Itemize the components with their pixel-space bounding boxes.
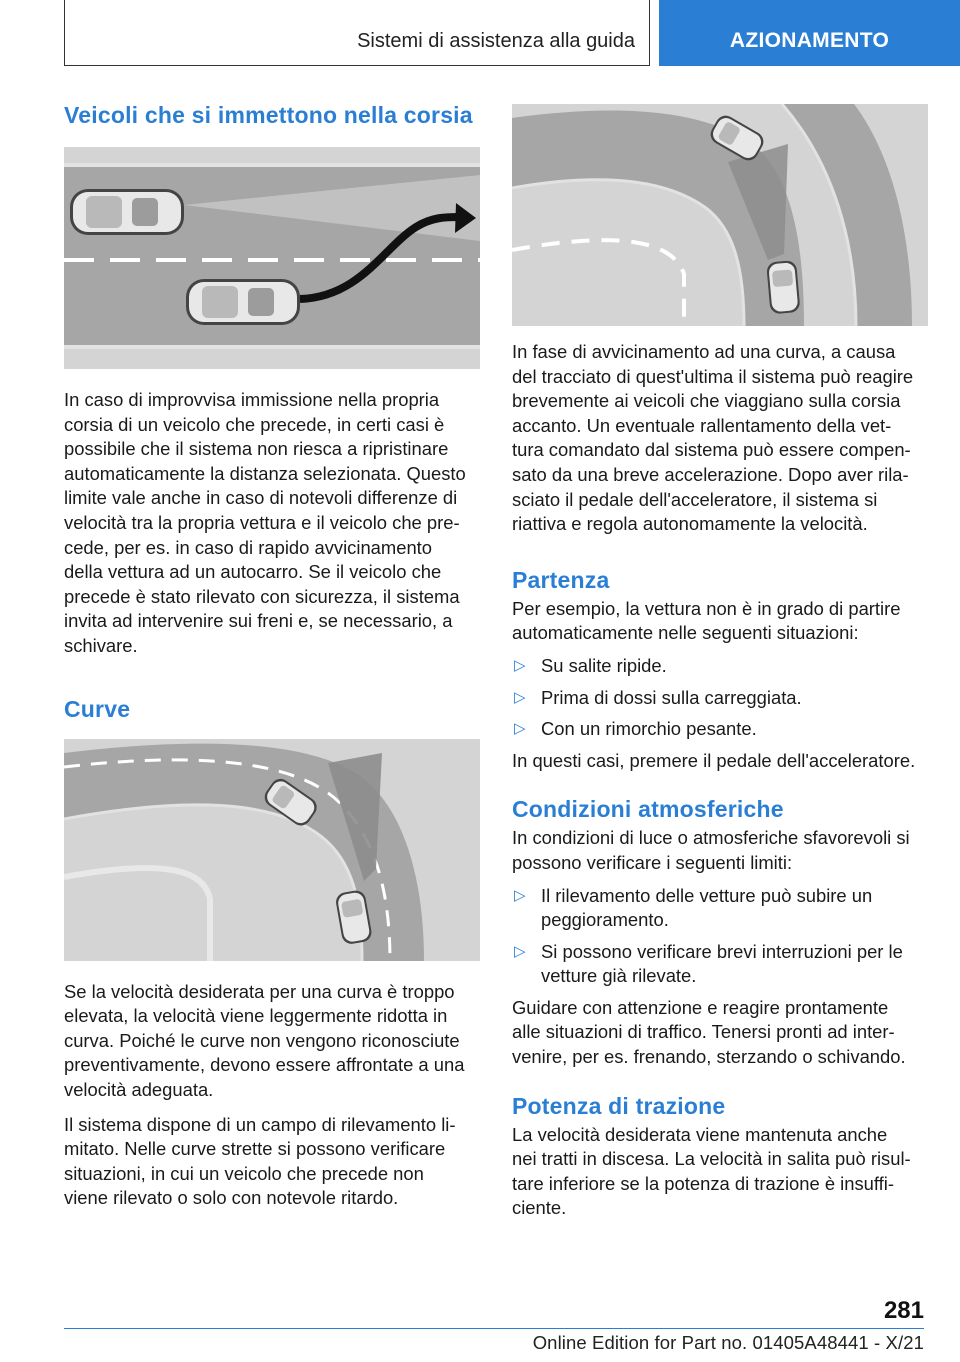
footer-divider bbox=[64, 1328, 924, 1329]
list-item: ▷ Si possono verificare brevi interruzioni per le vetture già rilevate. bbox=[514, 940, 903, 987]
heading-merging-vehicles: Veicoli che si immettono nella corsia bbox=[64, 102, 473, 128]
footer-edition: Online Edition for Part no. 01405A48441 - X/21 bbox=[532, 1332, 924, 1353]
start-situations-list bbox=[512, 654, 928, 742]
paragraph-weather-end: Guidare con attenzione e reagire prontamente alle situazioni di traffico. Tenersi pronti ad inter‐ venire, per es. frenando, sterzando o schivando. bbox=[512, 996, 906, 1068]
curve-car-lower-icon bbox=[766, 260, 800, 314]
list-item: ▷ Su salite ripide. bbox=[512, 654, 928, 679]
paragraph-start: Per esempio, la vettura non è in grado di partire automaticamente nelle seguenti situazioni: bbox=[512, 597, 901, 644]
paragraph-traction: La velocità desiderata viene mantenuta anche nei tratti in discesa. La velocità in salita può risul‐ tare inferiore se la potenza di trazione è insuffi‐ ciente. bbox=[512, 1123, 911, 1219]
weather-limits-list bbox=[512, 884, 928, 989]
list-item: ▷ Prima di dossi sulla carreggiata. bbox=[512, 686, 928, 711]
heading-curves: Curve bbox=[64, 695, 131, 722]
illustration-curve-left bbox=[64, 739, 480, 961]
header-section-title: Sistemi di assistenza alla guida bbox=[357, 30, 635, 52]
heading-traction: Potenza di trazione bbox=[512, 1092, 726, 1119]
paragraph-curves-1: Se la velocità desiderata per una curva è troppo elevata, la velocità viene leggermente ridotta in curva. Poiché le curve non vengono riconosciute preventivamente, devono essere affrontate a una velocità adeguata. bbox=[64, 980, 465, 1100]
triangle-right-outline-icon: ▷ bbox=[514, 656, 526, 674]
chapter-tab-label: AZIONAMENTO bbox=[729, 29, 890, 52]
triangle-right-outline-icon: ▷ bbox=[514, 942, 526, 960]
list-item: ▷ Con un rimorchio pesante. bbox=[512, 717, 928, 742]
page-number: 281 bbox=[883, 1297, 924, 1324]
illustration-merging-vehicle bbox=[64, 147, 480, 369]
paragraph-merging: In caso di improvvisa immissione nella propria corsia di un veicolo che precede, in certi casi è possibile che il sistema non riesca a ripristinare automaticamente la distanza selezionata. Questo limite vale anche in caso di notevoli differenze di velocità tra la propria vettura e il veicolo che pre‐ cede, per es. in caso di rapido avvicinamento della vettura ad un autocarro. Se il veicolo che precede è stato rilevato con sicurezza, il sistema invita ad intervenire sui freni e, se necessario, a schivare. bbox=[64, 389, 466, 656]
heading-weather: Condizioni atmosferiche bbox=[512, 796, 784, 823]
triangle-right-outline-icon: ▷ bbox=[514, 886, 526, 904]
car-ahead-icon bbox=[70, 189, 184, 235]
curve-diagram-right bbox=[512, 104, 928, 326]
car-merging-icon bbox=[186, 279, 300, 325]
paragraph-curves-2: Il sistema dispone di un campo di rilevamento li‐ mitato. Nelle curve strette si possono verificare situazioni, in cui un veicolo che precede non viene rilevato o solo con notevole ritardo. bbox=[64, 1113, 456, 1209]
paragraph-start-end: In questi casi, premere il pedale dell'acceleratore. bbox=[512, 749, 916, 771]
heading-start: Partenza bbox=[512, 566, 610, 593]
chapter-tab bbox=[659, 0, 960, 66]
list-item: ▷ Il rilevamento delle vetture può subire un peggioramento. bbox=[514, 884, 873, 931]
illustration-curve-right bbox=[512, 104, 928, 326]
running-header bbox=[64, 0, 650, 66]
left-column bbox=[64, 100, 480, 1211]
merging-vehicle-diagram bbox=[64, 147, 480, 369]
triangle-right-outline-icon: ▷ bbox=[514, 688, 526, 706]
paragraph-weather: In condizioni di luce o atmosferiche sfavorevoli si possono verificare i seguenti limiti: bbox=[512, 827, 910, 873]
curve-diagram-left bbox=[64, 739, 480, 961]
triangle-right-outline-icon: ▷ bbox=[514, 720, 526, 738]
right-column bbox=[512, 104, 928, 1221]
paragraph-curve-approach: In fase di avvicinamento ad una curva, a causa del tracciato di quest'ultima il sistema può reagire brevemente ai veicoli che viaggiano sulla corsia accanto. Un eventuale rallentamento della vet‐ tura comandato dal sistema può essere compen‐ sato da una breve accelerazione. Dopo aver rila‐ sciato il pedale dell'acceleratore, il sistema si riattiva e regola autonomamente la velocità. bbox=[512, 341, 914, 535]
